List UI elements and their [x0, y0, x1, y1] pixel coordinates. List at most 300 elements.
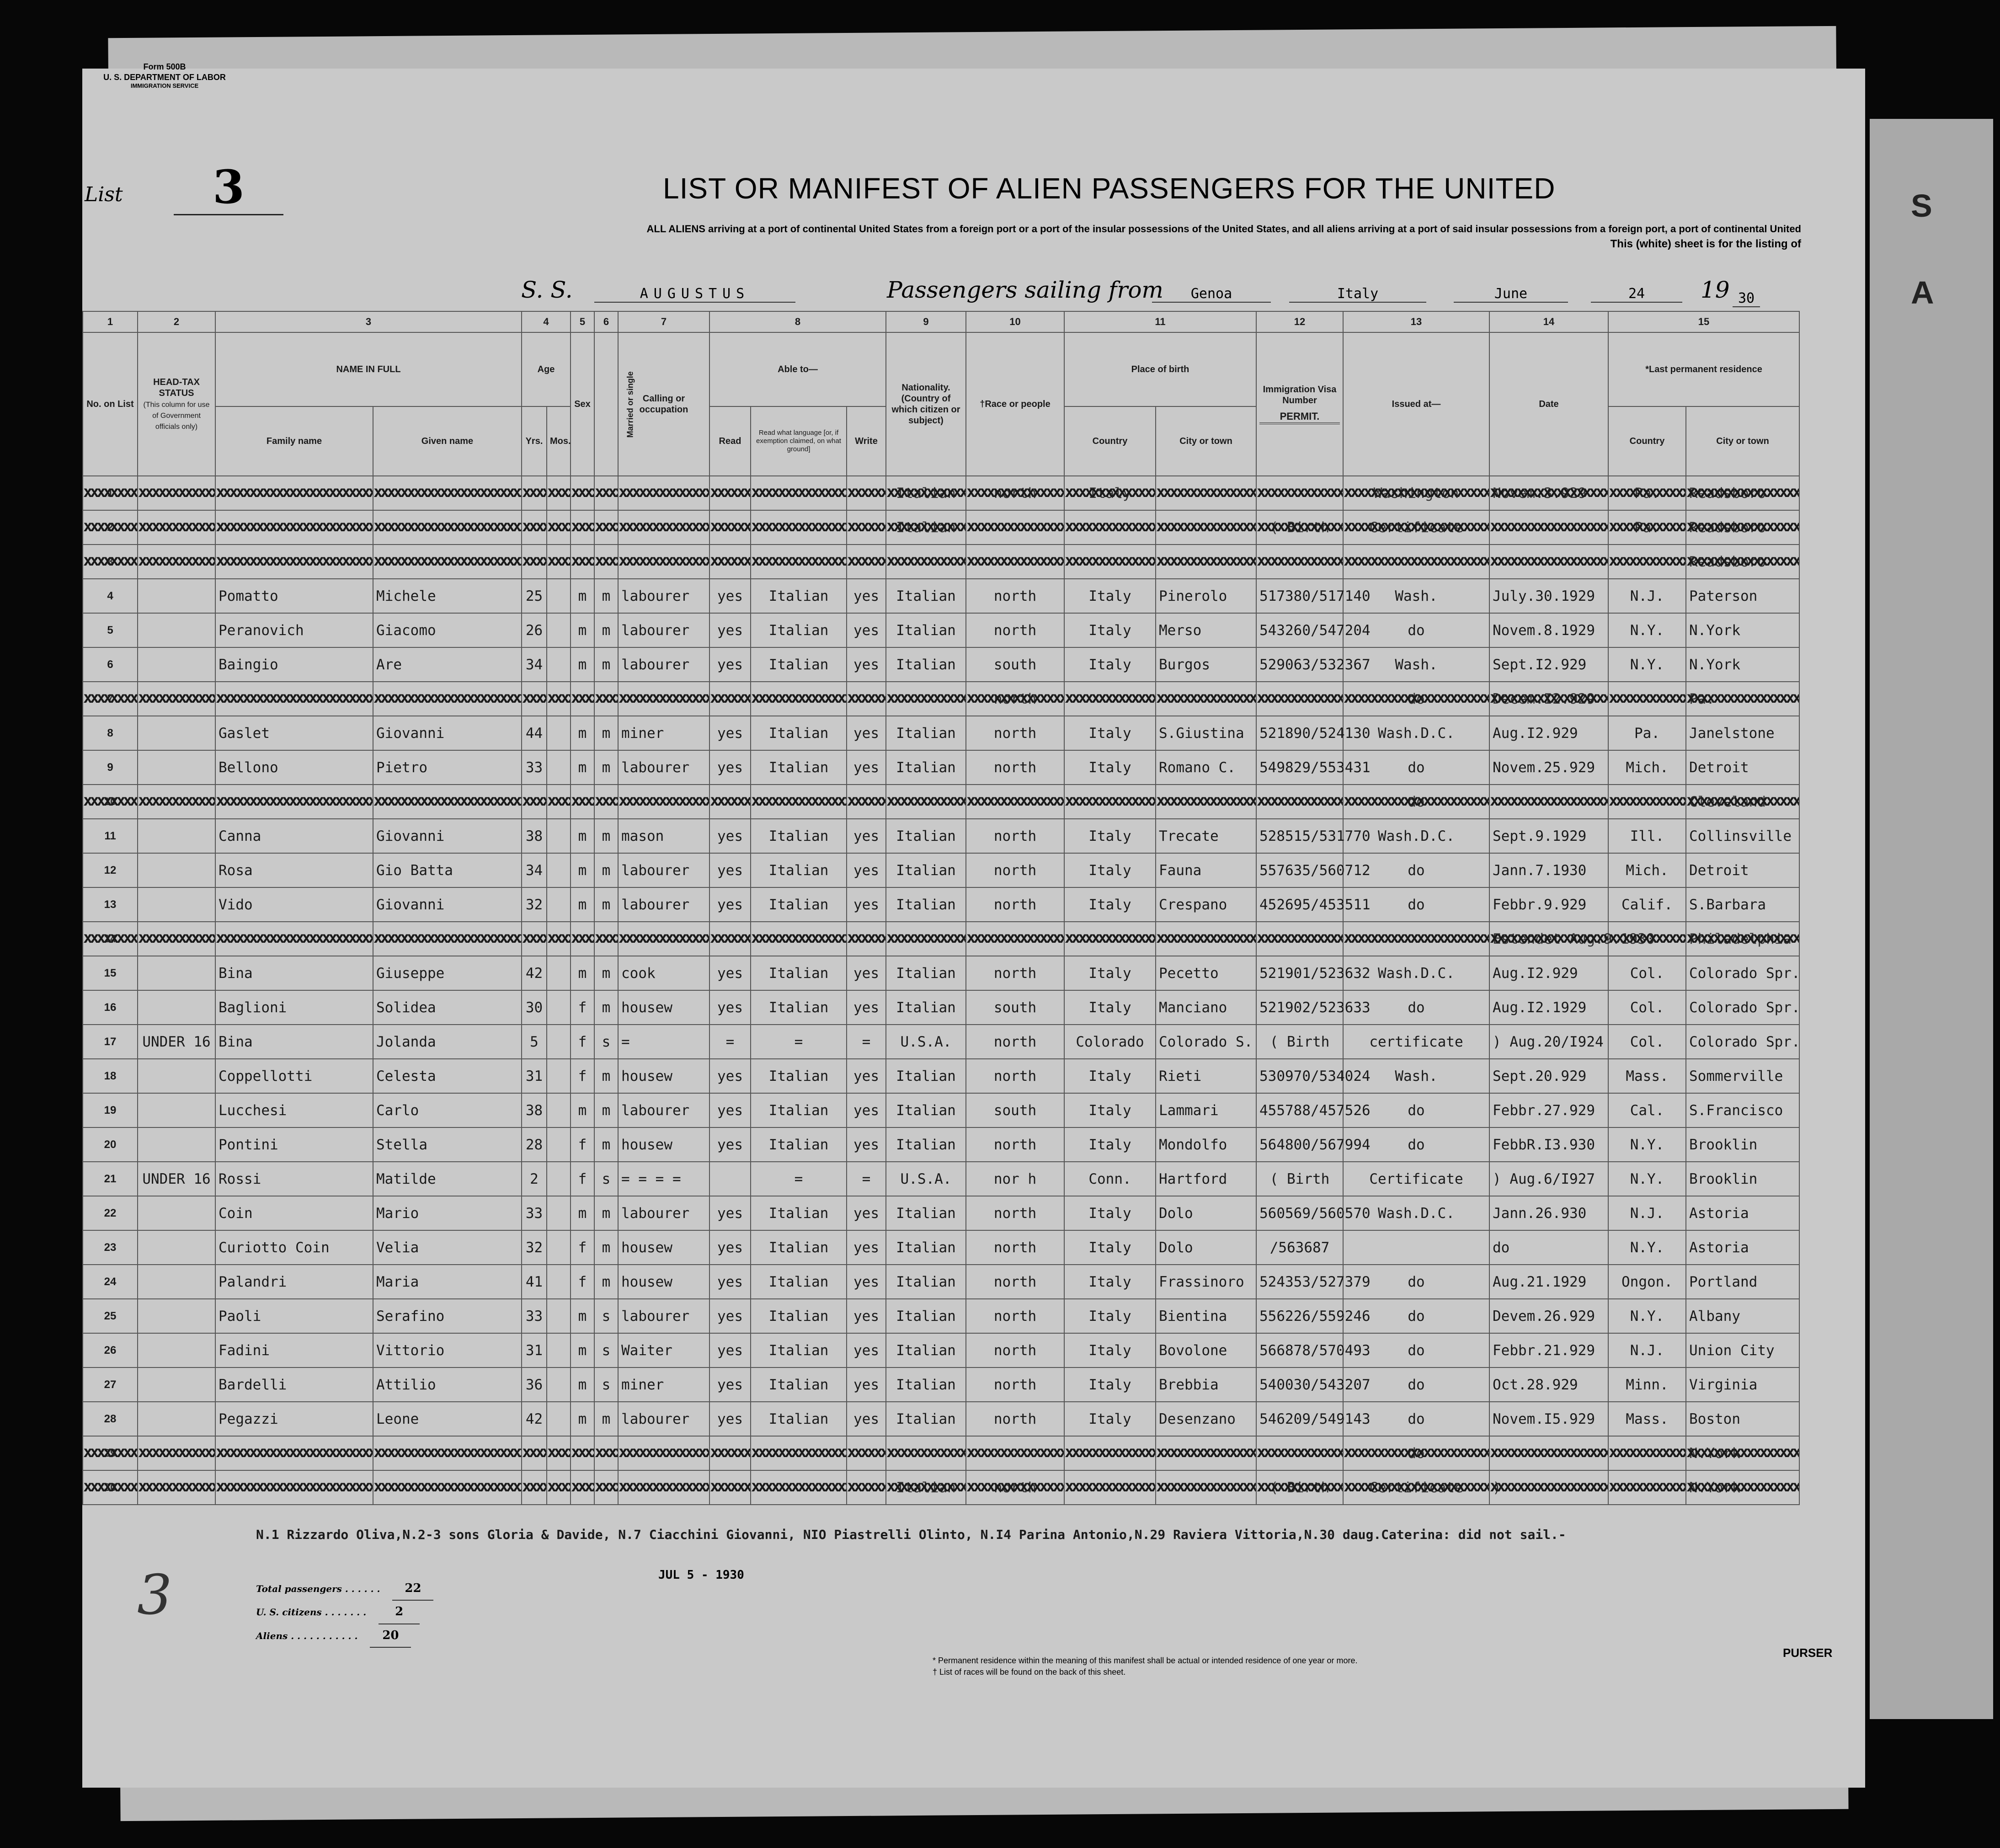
table-row	[83, 510, 1799, 545]
occupation: = = = =	[618, 1162, 709, 1196]
marital-status: m	[594, 1127, 618, 1162]
birth-country: Italy	[1064, 1230, 1156, 1265]
can-write: yes	[847, 1059, 886, 1093]
residence-city: Philadelphia xxxxxxxxxxxxxxxxxxxxxxxxxxxxxxxxxxxxxxxxxxxxxxxx	[1686, 922, 1799, 956]
age-months	[547, 682, 571, 716]
read-language: Italian	[751, 716, 847, 750]
residence-country	[1608, 545, 1686, 579]
read-language	[751, 922, 847, 956]
residence-country: Ill.	[1608, 819, 1686, 853]
marital-status: m	[594, 1093, 618, 1127]
residence-city: Brooklin	[1686, 1127, 1799, 1162]
residence-country: Mass.	[1608, 1402, 1686, 1436]
occupation: =	[618, 1025, 709, 1059]
family-name	[215, 682, 373, 716]
total-passengers-value: 22	[392, 1577, 433, 1601]
age-years	[522, 682, 547, 716]
family-name: Vido	[215, 887, 373, 922]
can-read	[709, 1162, 751, 1196]
family-name: Lucchesi	[215, 1093, 373, 1127]
visa-number: 452695/453511	[1256, 887, 1343, 922]
sex	[571, 922, 594, 956]
birth-country	[1064, 785, 1156, 819]
occupation: housew	[618, 1127, 709, 1162]
can-read: yes	[709, 1402, 751, 1436]
head-tax-note: (This column for use of Government officials only)	[143, 401, 210, 431]
visa-date: Febbr.21.929	[1489, 1333, 1608, 1367]
race: north	[966, 613, 1064, 647]
race: north	[966, 579, 1064, 613]
occupation	[618, 476, 709, 510]
race: south	[966, 647, 1064, 682]
occupation: mason	[618, 819, 709, 853]
nationality: Italian	[886, 853, 966, 887]
header-write: Write	[847, 406, 886, 476]
age-years: 25	[522, 579, 547, 613]
residence-country: Cal.	[1608, 1093, 1686, 1127]
nationality	[886, 785, 966, 819]
col-num-15: 15	[1608, 311, 1799, 332]
read-language: Italian	[751, 1367, 847, 1402]
visa-number: 455788/457526	[1256, 1093, 1343, 1127]
row-number: 23	[83, 1230, 138, 1265]
sex: f	[571, 1162, 594, 1196]
residence-city: Colorado Spr.	[1686, 956, 1799, 990]
visa-date: ) Aug.20/I924	[1489, 1025, 1608, 1059]
nationality: Italian	[886, 1333, 966, 1367]
sex: m	[571, 647, 594, 682]
header-head-tax	[138, 332, 215, 476]
marital-status: s	[594, 1333, 618, 1367]
family-name: Bina	[215, 1025, 373, 1059]
issued-at: do xxxxxxxxxxxxxxxxxxxxxxxxxxxxxxxxxxxxxxxxxxxxxxxx	[1343, 785, 1489, 819]
age-months	[547, 1025, 571, 1059]
can-read	[709, 1470, 751, 1505]
visa-date: Jann.26.930	[1489, 1196, 1608, 1230]
head-tax-status	[138, 1299, 215, 1333]
read-language: Italian	[751, 1127, 847, 1162]
table-row	[83, 1196, 1799, 1230]
age-years: 33	[522, 1196, 547, 1230]
marital-status	[594, 682, 618, 716]
occupation: housew	[618, 1230, 709, 1265]
given-name: Mario	[373, 1196, 522, 1230]
family-name: Rosa	[215, 853, 373, 887]
head-tax-status	[138, 510, 215, 545]
residence-country: N.Y.	[1608, 1162, 1686, 1196]
table-row	[83, 1470, 1799, 1505]
marital-status	[594, 1436, 618, 1470]
family-name	[215, 922, 373, 956]
birth-city: Dolo	[1156, 1196, 1256, 1230]
row-number: 8	[83, 716, 138, 750]
family-name	[215, 1470, 373, 1505]
birth-country	[1064, 510, 1156, 545]
nationality	[886, 1436, 966, 1470]
family-name: Bina	[215, 956, 373, 990]
header-visa	[1256, 332, 1343, 476]
given-name	[373, 545, 522, 579]
visa-date	[1489, 510, 1608, 545]
family-name: Rossi	[215, 1162, 373, 1196]
visa-number: 524353/527379	[1256, 1265, 1343, 1299]
col-num-10: 10	[966, 311, 1064, 332]
header-place-of-birth: Place of birth	[1064, 332, 1256, 406]
table-row	[83, 887, 1799, 922]
table-row	[83, 1093, 1799, 1127]
head-tax-label: HEAD-TAX STATUS	[153, 377, 200, 398]
edge-letter-mid: A	[1911, 275, 1934, 310]
age-months	[547, 1230, 571, 1265]
issued-at: do	[1343, 1127, 1489, 1162]
table-row	[83, 647, 1799, 682]
birth-city: Rieti	[1156, 1059, 1256, 1093]
col-num-4: 4	[522, 311, 571, 332]
occupation	[618, 1470, 709, 1505]
issued-at: Wash.	[1343, 579, 1489, 613]
visa-date: Febbr.27.929	[1489, 1093, 1608, 1127]
birth-country	[1064, 1470, 1156, 1505]
ship-name: AUGUSTUS	[594, 286, 795, 303]
can-read: yes	[709, 1196, 751, 1230]
year-prefix: 19	[1701, 277, 1730, 303]
visa-number: 529063/532367	[1256, 647, 1343, 682]
residence-country: Mass.	[1608, 1059, 1686, 1093]
can-read	[709, 545, 751, 579]
table-row	[83, 785, 1799, 819]
sex: m	[571, 1333, 594, 1367]
age-years: 32	[522, 887, 547, 922]
sail-day: 24	[1591, 286, 1682, 303]
table-row	[83, 1333, 1799, 1367]
col-num-12: 12	[1256, 311, 1343, 332]
residence-city: Pa. xxxxxxxxxxxxxxxxxxxxxxxxxxxxxxxxxxxxxxxxxxxxxxxx	[1686, 682, 1799, 716]
age-months	[547, 956, 571, 990]
subtitle	[430, 222, 1801, 252]
age-months	[547, 1162, 571, 1196]
age-years: 30	[522, 990, 547, 1025]
table-row	[83, 1367, 1799, 1402]
can-read: yes	[709, 750, 751, 785]
given-name: Solidea	[373, 990, 522, 1025]
head-tax-status	[138, 956, 215, 990]
residence-country: Calif.	[1608, 887, 1686, 922]
birth-country	[1064, 682, 1156, 716]
purser-label: PURSER	[1783, 1646, 1833, 1660]
sex: m	[571, 1196, 594, 1230]
issued-at	[1343, 1230, 1489, 1265]
given-name	[373, 922, 522, 956]
race: north xxxxxxxxxxxxxxxxxxxxxxxxxxxxxxxxxxxxxxxxxxxxxxxx	[966, 682, 1064, 716]
visa-number: ( Birth xxxxxxxxxxxxxxxxxxxxxxxxxxxxxxxxxxxxxxxxxxxxxxxx	[1256, 510, 1343, 545]
visa-date: Novem.3.929 xxxxxxxxxxxxxxxxxxxxxxxxxxxxxxxxxxxxxxxxxxxxxxxx	[1489, 476, 1608, 510]
sex	[571, 1436, 594, 1470]
aliens-line: Aliens . . . . . . . . . . . 20	[256, 1624, 433, 1648]
birth-city	[1156, 922, 1256, 956]
read-language: Italian	[751, 1230, 847, 1265]
residence-country: Ongon.	[1608, 1265, 1686, 1299]
age-months	[547, 990, 571, 1025]
can-read: yes	[709, 579, 751, 613]
can-write: yes	[847, 956, 886, 990]
residence-city: N.York xxxxxxxxxxxxxxxxxxxxxxxxxxxxxxxxxxxxxxxxxxxxxxxx	[1686, 1436, 1799, 1470]
race: north	[966, 1025, 1064, 1059]
birth-city: Pinerolo	[1156, 579, 1256, 613]
given-name	[373, 1436, 522, 1470]
occupation: labourer	[618, 613, 709, 647]
race: south	[966, 990, 1064, 1025]
visa-number: ( Birth xxxxxxxxxxxxxxxxxxxxxxxxxxxxxxxxxxxxxxxxxxxxxxxx	[1256, 1470, 1343, 1505]
visa-date: Novem.25.929	[1489, 750, 1608, 785]
race: nor h	[966, 1162, 1064, 1196]
age-months	[547, 1196, 571, 1230]
head-tax-status	[138, 785, 215, 819]
visa-number: ( Birth	[1256, 1025, 1343, 1059]
head-tax-status	[138, 716, 215, 750]
visa-number: 543260/547204	[1256, 613, 1343, 647]
visa-number: 566878/570493	[1256, 1333, 1343, 1367]
family-name: Pomatto	[215, 579, 373, 613]
read-language: Italian	[751, 1333, 847, 1367]
can-write: yes	[847, 1196, 886, 1230]
residence-country	[1608, 922, 1686, 956]
residence-country: Pa.	[1608, 716, 1686, 750]
list-number: 3	[174, 160, 283, 215]
can-write	[847, 1436, 886, 1470]
row-number: 4	[83, 579, 138, 613]
table-row	[83, 682, 1799, 716]
family-name	[215, 1436, 373, 1470]
given-name: Jolanda	[373, 1025, 522, 1059]
row-number: 11	[83, 819, 138, 853]
col-num-2: 2	[138, 311, 215, 332]
race: north	[966, 819, 1064, 853]
row-number: 26	[83, 1333, 138, 1367]
issued-at: do	[1343, 1265, 1489, 1299]
can-write: yes	[847, 1333, 886, 1367]
table-row	[83, 1230, 1799, 1265]
row-number: 21	[83, 1162, 138, 1196]
residence-city: Union City	[1686, 1333, 1799, 1367]
family-name: Bardelli	[215, 1367, 373, 1402]
sex: m	[571, 1402, 594, 1436]
birth-country: Conn.	[1064, 1162, 1156, 1196]
sex	[571, 1470, 594, 1505]
birth-city: Pecetto	[1156, 956, 1256, 990]
age-months	[547, 750, 571, 785]
issued-at: do	[1343, 1367, 1489, 1402]
sex	[571, 682, 594, 716]
marital-status	[594, 785, 618, 819]
sex: m	[571, 579, 594, 613]
race: north xxxxxxxxxxxxxxxxxxxxxxxxxxxxxxxxxxxxxxxxxxxxxxxx	[966, 476, 1064, 510]
given-name: Giovanni	[373, 887, 522, 922]
birth-city: Dolo	[1156, 1230, 1256, 1265]
sex: f	[571, 1265, 594, 1299]
nationality: Italian xxxxxxxxxxxxxxxxxxxxxxxxxxxxxxxxxxxxxxxxxxxxxxxx	[886, 476, 966, 510]
marital-status	[594, 476, 618, 510]
family-name: Baglioni	[215, 990, 373, 1025]
nationality: U.S.A.	[886, 1025, 966, 1059]
birth-country: Italy	[1064, 990, 1156, 1025]
col-num-6: 6	[594, 311, 618, 332]
visa-number	[1256, 545, 1343, 579]
marital-status: m	[594, 1196, 618, 1230]
can-read: yes	[709, 1299, 751, 1333]
row-number: 16	[83, 990, 138, 1025]
visa-date: FebbR.I3.930	[1489, 1127, 1608, 1162]
nationality: Italian	[886, 1402, 966, 1436]
age-months	[547, 1402, 571, 1436]
table-row	[83, 579, 1799, 613]
nationality: Italian	[886, 1127, 966, 1162]
can-read	[709, 476, 751, 510]
header-birth-city: City or town	[1156, 406, 1256, 476]
can-write: yes	[847, 1402, 886, 1436]
visa-number: /563687	[1256, 1230, 1343, 1265]
can-write	[847, 476, 886, 510]
row-number: 15	[83, 956, 138, 990]
sex: f	[571, 1025, 594, 1059]
can-read: yes	[709, 613, 751, 647]
header-age: Age	[522, 332, 571, 406]
read-language: Italian	[751, 853, 847, 887]
port-country: Italy	[1289, 286, 1426, 303]
age-months	[547, 545, 571, 579]
age-months	[547, 613, 571, 647]
visa-date: Decem.I2.929 xxxxxxxxxxxxxxxxxxxxxxxxxxxxxxxxxxxxxxxxxxxxxxxx	[1489, 682, 1608, 716]
race	[966, 545, 1064, 579]
issued-at: do	[1343, 1299, 1489, 1333]
row-number: 24	[83, 1265, 138, 1299]
visa-date: Sept.I2.929	[1489, 647, 1608, 682]
can-read	[709, 1436, 751, 1470]
sex: m	[571, 750, 594, 785]
birth-city: Fauna	[1156, 853, 1256, 887]
row-number: 25	[83, 1299, 138, 1333]
age-years: 42	[522, 1402, 547, 1436]
issued-at: Wash.D.C.	[1343, 1196, 1489, 1230]
age-years: 26	[522, 613, 547, 647]
head-tax-status	[138, 1436, 215, 1470]
age-months	[547, 1436, 571, 1470]
race: north	[966, 1059, 1064, 1093]
header-family-name: Family name	[215, 406, 373, 476]
head-tax-status	[138, 1230, 215, 1265]
residence-city: Collinsville	[1686, 819, 1799, 853]
residence-country: Col.	[1608, 990, 1686, 1025]
head-tax-status	[138, 1093, 215, 1127]
residence-city: Boston	[1686, 1402, 1799, 1436]
header-issued-at: Issued at—	[1343, 332, 1489, 476]
sex: m	[571, 1299, 594, 1333]
nationality: Italian	[886, 819, 966, 853]
age-months	[547, 1265, 571, 1299]
residence-city: Detroit	[1686, 750, 1799, 785]
sex: f	[571, 1230, 594, 1265]
sex: m	[571, 1367, 594, 1402]
did-not-sail-note: N.1 Rizzardo Oliva,N.2-3 sons Gloria & Davide, N.7 Ciacchini Giovanni, NIO Piastrelli Olinto, N.I4 Parina Antonio,N.29 Raviera Vittoria,N.30 daug.Caterina: did not sail.-	[256, 1527, 1566, 1542]
age-years: 38	[522, 819, 547, 853]
residence-city: Readsboro xxxxxxxxxxxxxxxxxxxxxxxxxxxxxxxxxxxxxxxxxxxxxxxx	[1686, 510, 1799, 545]
marital-status: m	[594, 579, 618, 613]
table-row	[83, 545, 1799, 579]
occupation: housew	[618, 990, 709, 1025]
issued-at: do	[1343, 887, 1489, 922]
can-write: yes	[847, 613, 886, 647]
can-read: yes	[709, 1333, 751, 1367]
visa-date: do	[1489, 1230, 1608, 1265]
sex	[571, 545, 594, 579]
birth-city: Frassinoro	[1156, 1265, 1256, 1299]
row-number: 5	[83, 613, 138, 647]
issued-at: Wash.D.C.	[1343, 716, 1489, 750]
residence-country: Mich.	[1608, 853, 1686, 887]
race: north	[966, 750, 1064, 785]
page-title: LIST OR MANIFEST OF ALIEN PASSENGERS FOR THE UNITED	[663, 172, 1556, 205]
read-language: Italian	[751, 956, 847, 990]
table-row	[83, 1436, 1799, 1470]
given-name: Matilde	[373, 1162, 522, 1196]
age-years: 36	[522, 1367, 547, 1402]
given-name: Giovanni	[373, 716, 522, 750]
issued-at: do	[1343, 1093, 1489, 1127]
col-num-5: 5	[571, 311, 594, 332]
family-name: Pontini	[215, 1127, 373, 1162]
visa-date: Aug.I2.929	[1489, 956, 1608, 990]
can-read: yes	[709, 716, 751, 750]
birth-city	[1156, 1436, 1256, 1470]
issued-at: Wash.D.C.	[1343, 956, 1489, 990]
birth-city	[1156, 785, 1256, 819]
age-months	[547, 922, 571, 956]
row-number: 1 xxxxxxxxxxxxxxxxxxxxxxxxxxxxxxxxxxxxxxxxxxxxxxxx	[83, 476, 138, 510]
occupation	[618, 682, 709, 716]
can-read: yes	[709, 1230, 751, 1265]
nationality: Italian	[886, 1367, 966, 1402]
nationality: Italian xxxxxxxxxxxxxxxxxxxxxxxxxxxxxxxxxxxxxxxxxxxxxxxx	[886, 1470, 966, 1505]
read-language: Italian	[751, 819, 847, 853]
can-write: yes	[847, 716, 886, 750]
marital-status: m	[594, 647, 618, 682]
can-read: yes	[709, 990, 751, 1025]
issued-at	[1343, 922, 1489, 956]
col-num-1: 1	[83, 311, 138, 332]
issued-at: do	[1343, 1402, 1489, 1436]
birth-country: Italy	[1064, 1402, 1156, 1436]
issued-at: Wash.	[1343, 1059, 1489, 1093]
header-sex: Sex	[571, 332, 594, 476]
sex: m	[571, 956, 594, 990]
form-number: Form 500B	[143, 62, 186, 71]
birth-city: Hartford	[1156, 1162, 1256, 1196]
sex	[571, 785, 594, 819]
nationality: Italian	[886, 887, 966, 922]
race: north	[966, 1196, 1064, 1230]
head-tax-status: UNDER 16	[138, 1025, 215, 1059]
table-row	[83, 1127, 1799, 1162]
family-name: Fadini	[215, 1333, 373, 1367]
residence-city: Paterson	[1686, 579, 1799, 613]
read-language: Italian	[751, 1196, 847, 1230]
residence-city: Readsboro xxxxxxxxxxxxxxxxxxxxxxxxxxxxxxxxxxxxxxxxxxxxxxxx	[1686, 545, 1799, 579]
head-tax-status	[138, 1196, 215, 1230]
sex: m	[571, 1093, 594, 1127]
row-number: 12	[83, 853, 138, 887]
age-months	[547, 476, 571, 510]
port: Genoa	[1152, 286, 1271, 303]
can-read: yes	[709, 1059, 751, 1093]
